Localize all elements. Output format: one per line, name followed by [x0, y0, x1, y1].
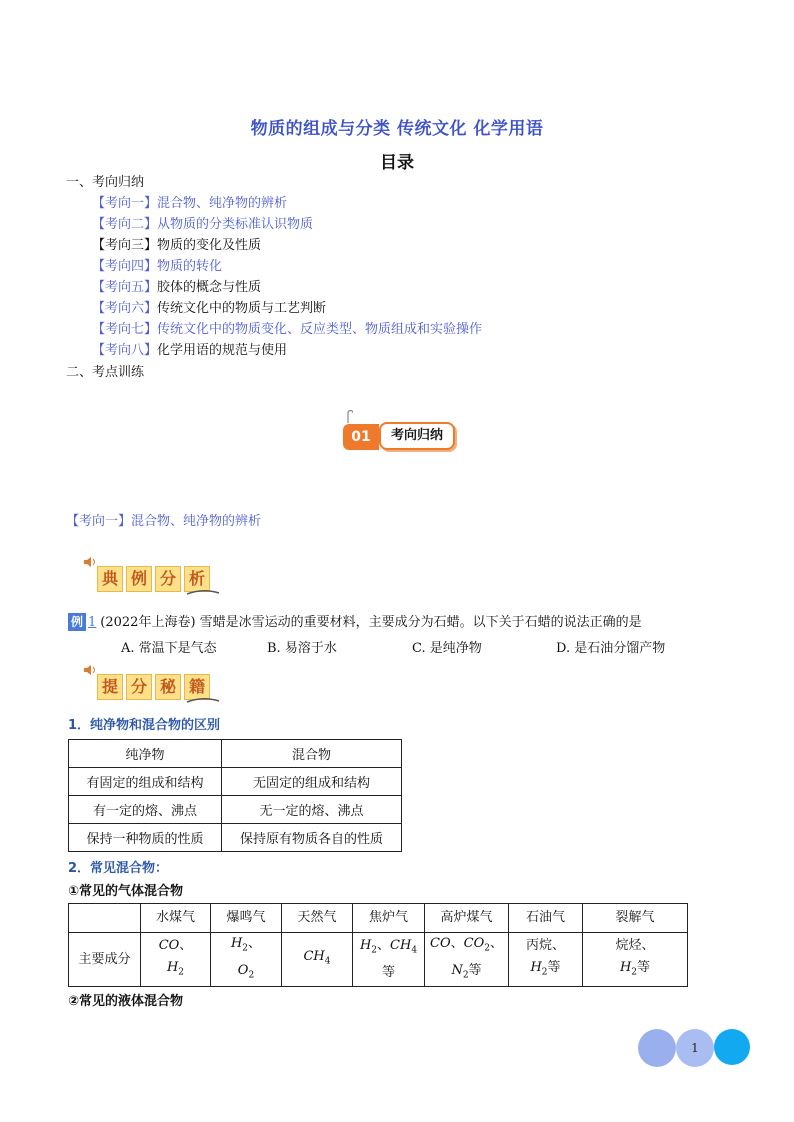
toc-part1: 一、考向归纳 [66, 175, 145, 190]
option-a[interactable]: A. 常温下是气态 [121, 641, 217, 656]
heading-2a: ①常见的气体混合物 [68, 884, 184, 899]
table-row: 纯净物 混合物 [69, 740, 402, 768]
section-badge [343, 420, 457, 454]
speaker-icon [83, 556, 97, 568]
toc-part2: 二、考点训练 [66, 365, 145, 380]
option-c[interactable]: C. 是纯净物 [412, 641, 482, 656]
section-heading: 【考向一】混合物、纯净物的辨析 [66, 514, 262, 529]
clip-icon [343, 410, 353, 424]
heading-1: 1．纯净物和混合物的区别 [68, 718, 221, 733]
table-row: 主要成分 CO、 $H_2$ $H_2$、 $O_2$ $CH_4$ $H_2$、$CH_4$ 等 CO、$CO_2$、 $N_2$等 丙烷、 $H_2$等 烷烃、 $H_2$等 [69, 933, 688, 987]
toc-heading: 目录 [380, 153, 414, 173]
table-row: 水煤气 爆鸣气 天然气 焦炉气 高炉煤气 石油气 裂解气 [69, 904, 688, 933]
toc-item-2[interactable]: 【考向二】从物质的分类标准认识物质 [92, 217, 314, 232]
toc-item-4[interactable]: 【考向四】物质的转化 [92, 259, 223, 274]
toc-item-8[interactable]: 【考向八】化学用语的规范与使用 [92, 343, 288, 358]
swoosh-icon [185, 588, 221, 598]
table-row: 保持一种物质的性质 保持原有物质各自的性质 [69, 824, 402, 852]
toc-item-7[interactable]: 【考向七】传统文化中的物质变化、反应类型、物质组成和实验操作 [92, 322, 483, 337]
speaker-icon [83, 664, 97, 676]
swoosh-icon [185, 696, 221, 706]
table-row: 有一定的熔、沸点 无一定的熔、沸点 [69, 796, 402, 824]
example-number: 1 [88, 615, 97, 630]
heading-2b: ②常见的液体混合物 [68, 994, 184, 1009]
example-question: 例 1 (2022年上海卷) 雪蜡是冰雪运动的重要材料，主要成分为石蜡。以下关于石蜡的说法正确的是 [68, 611, 642, 631]
table-pure-vs-mixture [68, 739, 402, 852]
toc-item-3[interactable]: 【考向三】物质的变化及性质 [92, 238, 262, 253]
toc-item-5[interactable]: 【考向五】胶体的概念与性质 [92, 280, 262, 295]
page-circle-left [638, 1029, 676, 1067]
example-label: 例 [68, 613, 86, 631]
option-d[interactable]: D. 是石油分馏产物 [556, 641, 666, 656]
tips-tag: 提 分 秘 籍 [97, 674, 213, 704]
heading-2: 2．常见混合物： [68, 861, 169, 876]
document-title: 物质的组成与分类 传统文化 化学用语 [250, 119, 544, 139]
option-b[interactable]: B. 易溶于水 [267, 641, 337, 656]
toc-item-6[interactable]: 【考向六】传统文化中的物质与工艺判断 [92, 301, 327, 316]
toc-item-1[interactable]: 【考向一】混合物、纯净物的辨析 [92, 196, 288, 211]
page-number: 1 [676, 1029, 714, 1067]
table-row: 有固定的组成和结构 无固定的组成和结构 [69, 768, 402, 796]
badge-number: 01 [343, 424, 379, 450]
table-gas-mixtures [68, 903, 688, 987]
page-circle-right [714, 1029, 750, 1065]
badge-label: 考向归纳 [379, 422, 455, 450]
example-analysis-tag: 典 例 分 析 [97, 566, 213, 596]
